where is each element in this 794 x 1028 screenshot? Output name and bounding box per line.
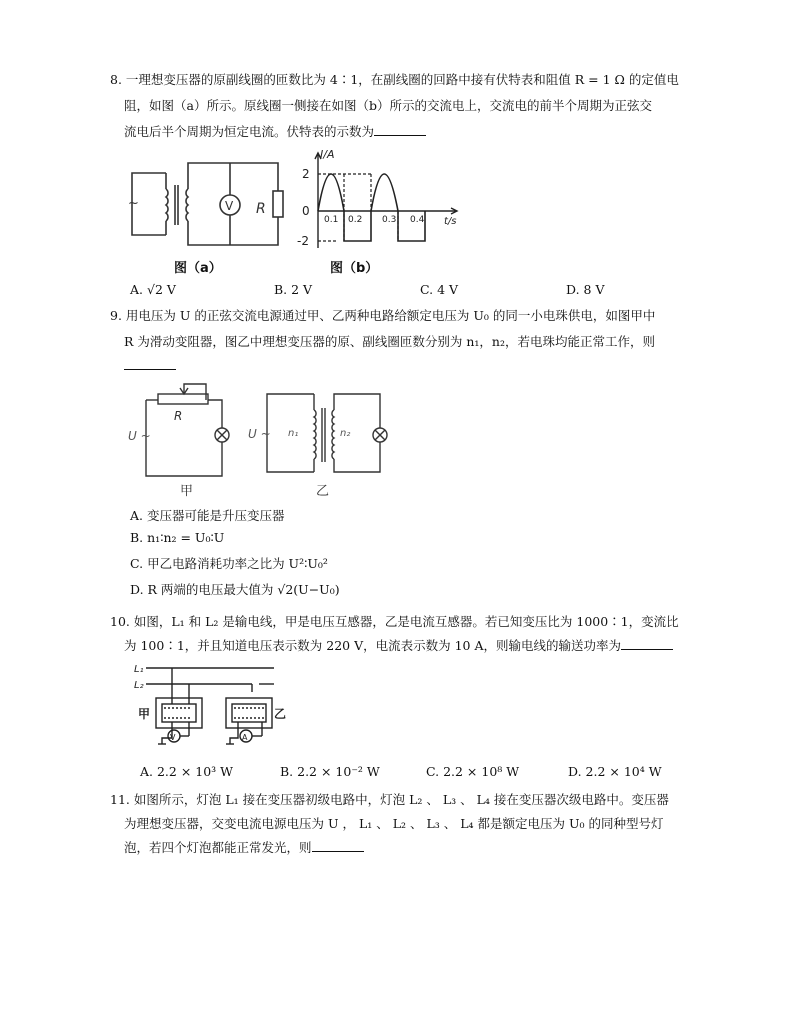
q10-yi-label: 乙 (274, 707, 287, 721)
q10-option-d[interactable]: D. 2.2 × 10⁴ W (568, 764, 662, 779)
q9-option-c[interactable]: C. 甲乙电路消耗功率之比为 U²∶U₀² (130, 556, 328, 571)
q10-voltmeter-label: V (170, 733, 176, 742)
q9-option-d[interactable]: D. R 两端的电压最大值为 √2(U−U₀) (130, 582, 340, 597)
q10-answer-blank (621, 637, 673, 650)
q9-jia-label: 甲 (180, 484, 194, 499)
q9-n2-label: n₂ (340, 428, 351, 439)
q8-line1: 8. 一理想变压器的原副线圈的匝数比为 4∶1，在副线圈的回路中接有伏特表和阻值 R = 1 Ω 的定值电 (110, 72, 679, 87)
L1-label: L₁ (134, 664, 144, 675)
q8-line3-text: 流电后半个周期为恒定电流。伏特表的示数为 (124, 124, 375, 139)
q8-figure-a-circuit (128, 155, 288, 255)
y-tick-neg2: -2 (297, 234, 309, 248)
q10-ammeter-label: A (242, 733, 248, 742)
q8-option-d[interactable]: D. 8 V (566, 282, 605, 297)
q9-line1: 9. 用电压为 U 的正弦交流电源通过甲、乙两种电路给额定电压为 U₀ 的同一小电珠供电，如图甲中 (110, 308, 656, 323)
q8-option-b[interactable]: B. 2 V (274, 282, 313, 297)
q8-option-a[interactable]: A. √2 V (130, 282, 176, 297)
x-tick-02: 0.2 (348, 215, 363, 225)
q10-figure-transformers (134, 660, 287, 752)
q9-answer-line (124, 356, 176, 376)
y-tick-2: 2 (302, 167, 310, 181)
voltmeter-label: V (225, 199, 234, 213)
y-axis-label: I/A (320, 148, 335, 161)
q8-answer-blank (374, 123, 426, 136)
q9-n1-label: n₁ (288, 428, 299, 439)
q9-figure-circuits (124, 380, 394, 498)
q9-option-a[interactable]: A. 变压器可能是升压变压器 (130, 508, 285, 523)
q11-line2: 为理想变压器，交变电流电源电压为 U ， L₁ 、 L₂ 、 L₃ 、 L₄ 都是额定电压为 U₀ 的同种型号灯 (124, 816, 664, 831)
q8-figure-a-caption: 图（a） (174, 261, 222, 276)
q9-yi-label: 乙 (316, 484, 330, 499)
q10-option-a[interactable]: A. 2.2 × 10³ W (140, 764, 234, 779)
q9-line2: R 为滑动变阻器，图乙中理想变压器的原、副线圈匝数分别为 n₁，n₂，若电珠均能正常工作，则 (124, 334, 655, 349)
q8-line3 (124, 122, 426, 142)
q8-line2: 阻，如图（a）所示。原线圈一侧接在如图（b）所示的交流电上，交流电的前半个周期为正弦交 (124, 98, 652, 113)
x-tick-03: 0.3 (382, 215, 397, 225)
ac-source-symbol: ~ (128, 196, 139, 211)
q11-line1: 11. 如图所示，灯泡 L₁ 接在变压器初级电路中，灯泡 L₂ 、 L₃ 、 L₄ 接在变压器次级电路中。变压器 (110, 792, 669, 807)
L2-label: L₂ (134, 680, 144, 691)
q8-figure-b-graph (296, 148, 466, 253)
q10-option-c[interactable]: C. 2.2 × 10⁸ W (426, 764, 520, 779)
q11-line3-text: 泡，若四个灯泡都能正常发光，则 (124, 840, 312, 855)
q9-source-left: U ~ (128, 429, 151, 443)
q10-option-b[interactable]: B. 2.2 × 10⁻² W (280, 764, 380, 779)
q11-line3 (124, 838, 364, 858)
q9-resistor-label: R (174, 409, 183, 423)
y-tick-0: 0 (302, 204, 310, 218)
x-axis-label: t/s (444, 216, 457, 227)
q8-option-c[interactable]: C. 4 V (420, 282, 459, 297)
x-tick-01: 0.1 (324, 215, 339, 225)
q8-figure-b-caption: 图（b） (330, 261, 379, 276)
q11-answer-blank (312, 839, 364, 852)
x-tick-04: 0.4 (410, 215, 425, 225)
q9-answer-blank (124, 357, 176, 370)
resistor-label: R (256, 201, 266, 217)
q9-source-right: U ~ (248, 427, 271, 441)
q10-line2 (124, 636, 673, 656)
q10-line1: 10. 如图，L₁ 和 L₂ 是输电线，甲是电压互感器，乙是电流互感器。若已知变压比为 1000∶1，变流比 (110, 614, 679, 629)
q9-option-b[interactable]: B. n₁∶n₂ = U₀∶U (130, 530, 225, 545)
q10-jia-label: 甲 (138, 707, 151, 721)
q10-line2-text: 为 100∶1，并且知道电压表示数为 220 V，电流表示数为 10 A，则输电线的输送功率为 (124, 638, 621, 653)
